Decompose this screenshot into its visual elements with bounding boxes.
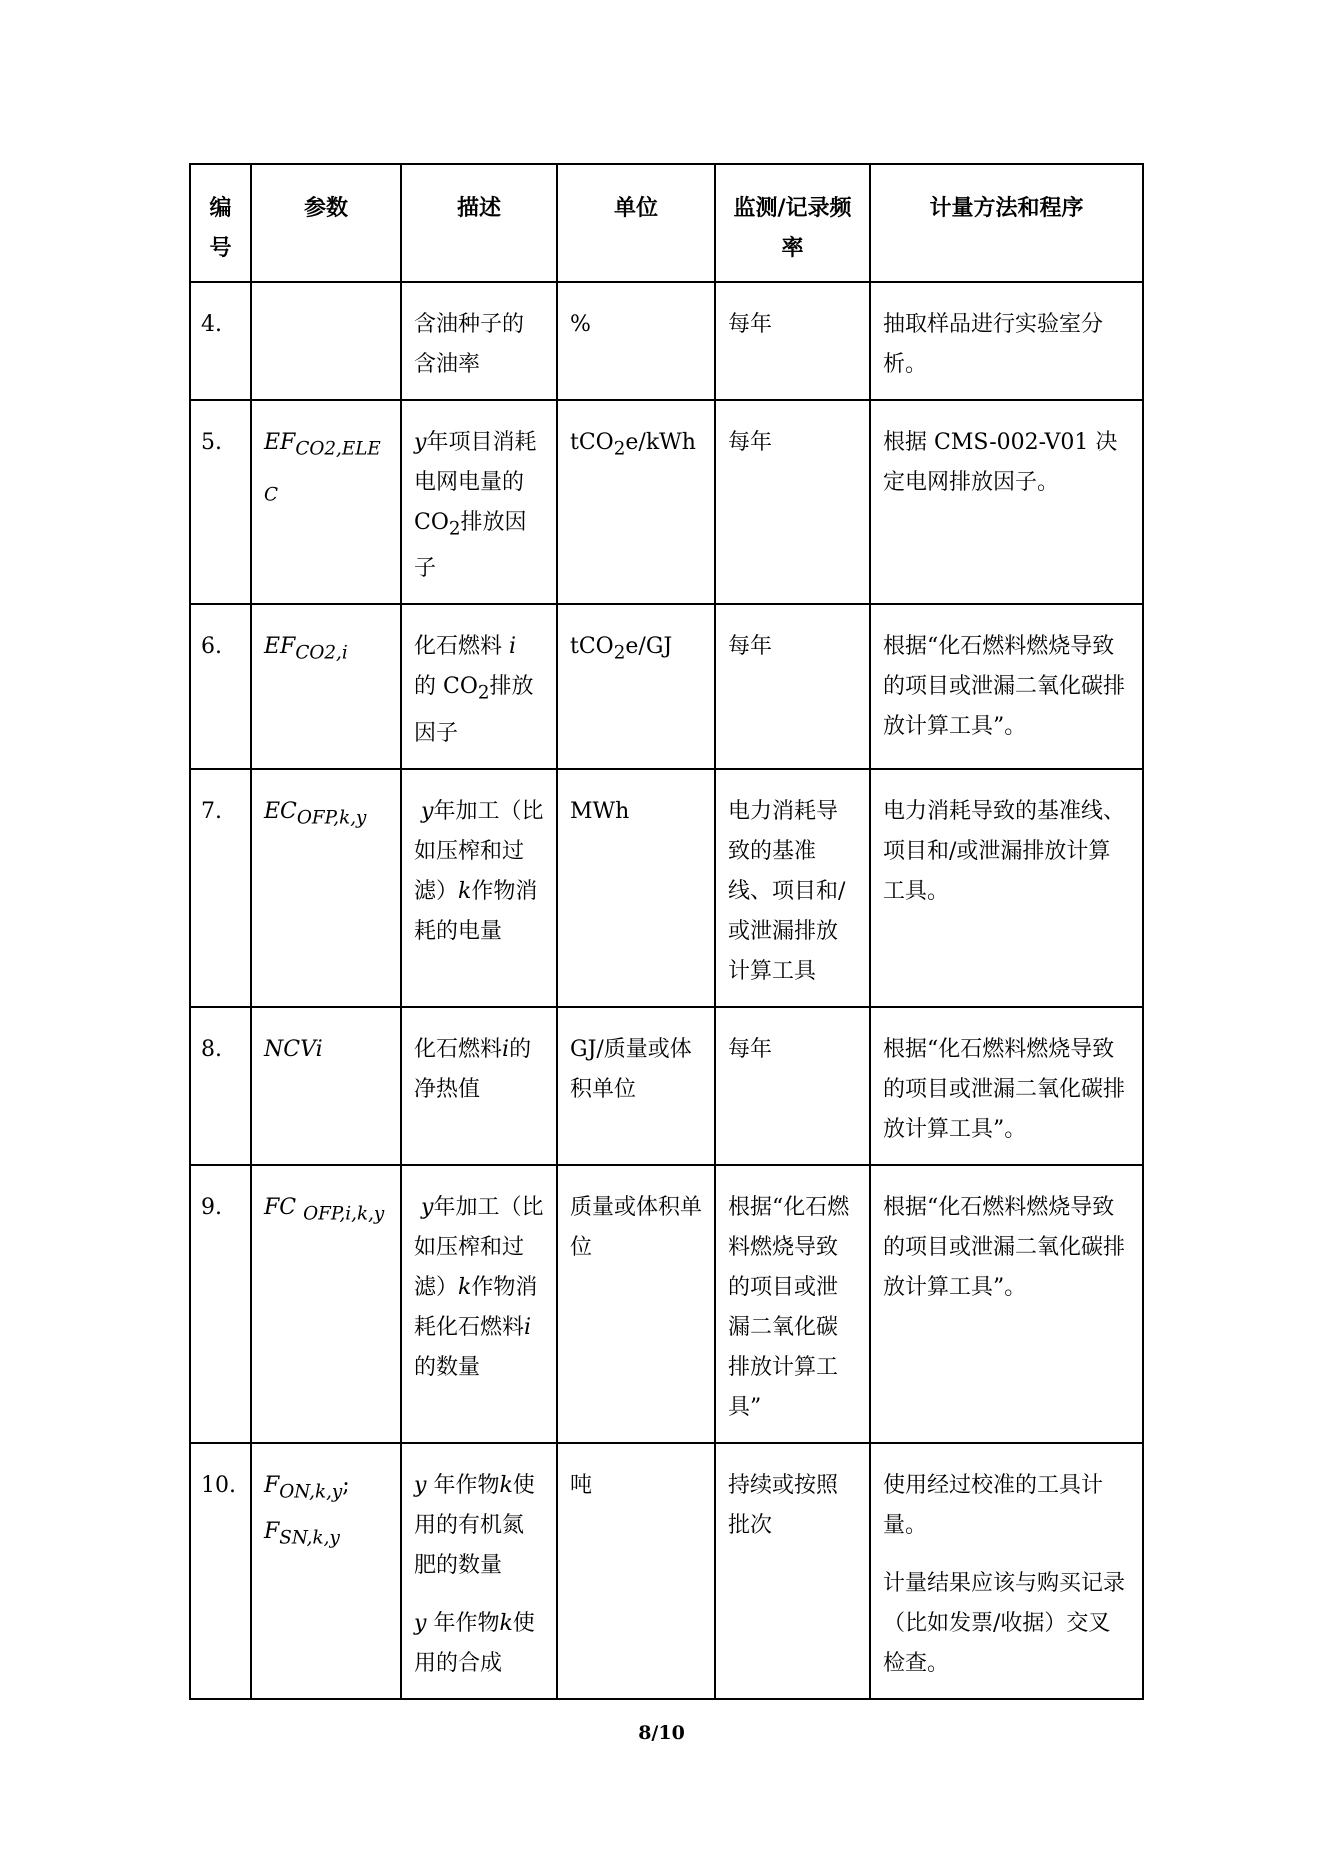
row-parameter [251,1007,401,1165]
parameter-subscript: ON,k,y [279,1481,343,1503]
header-frequency: 监测/记录频率 [715,164,870,282]
parameter-subscript: OFP,i,k,y [303,1203,385,1225]
row-unit: tCO$_2$e/GJ [557,604,715,768]
table-row [190,769,1143,1007]
row-frequency: 每年 [715,604,870,768]
row-description: 化石燃料 i 的 $CO_2$排放因子 [401,604,557,768]
row-unit: 质量或体积单位 [557,1165,715,1443]
table-header-row [190,164,1143,282]
row-number: 4. [190,282,251,400]
parameter-symbol: EC [264,798,297,824]
row-description: y年加工（比如压榨和过滤）k作物消耗化石燃料i的数量 [401,1165,557,1443]
page-number: 8/10 [638,1722,685,1744]
table-row [190,1007,1143,1165]
row-frequency: 每年 [715,400,870,604]
row-number: 5. [190,400,251,604]
row-method [870,1443,1143,1699]
parameter-symbol: F [264,1519,280,1545]
row-frequency: 每年 [715,282,870,400]
row-unit: 吨 [557,1443,715,1699]
row-description: y年项目消耗电网电量的 $CO_2$排放因子 [401,400,557,604]
parameter-symbol: NCVi [264,1036,323,1062]
description-paragraph: y 年作物k使用的有机氮肥的数量 [414,1472,535,1578]
table-row [190,604,1143,768]
row-description: 含油种子的含油率 [401,282,557,400]
header-unit: 单位 [557,164,715,282]
table-row [190,400,1143,604]
row-method: 根据“化石燃料燃烧导致的项目或泄漏二氧化碳排放计算工具”。 [870,604,1143,768]
parameter-symbol: FC [264,1194,297,1220]
parameter-subscript: CO2,ELEC [264,438,381,506]
method-paragraph: 使用经过校准的工具计量。 [883,1472,1104,1538]
monitoring-parameter-table [189,163,1144,1700]
description-paragraph: y 年作物k使用的合成 [414,1610,535,1676]
row-parameter: $F_{ON,k,y}$; $F_{SN,k,y}$ [251,1443,401,1699]
row-parameter [251,400,401,604]
parameter-symbol: EF [264,430,296,455]
table-row [190,1443,1143,1699]
table-row [190,1165,1143,1443]
row-frequency: 持续或按照批次 [715,1443,870,1699]
row-parameter [251,769,401,1007]
parameter-subscript: SN,k,y [279,1527,340,1549]
row-description [401,1443,557,1699]
header-number: 编号 [190,164,251,282]
row-parameter [251,1165,401,1443]
parameter-subscript: OFP,k,y [296,807,367,829]
row-number: 7. [190,769,251,1007]
row-number: 8. [190,1007,251,1165]
row-method: 抽取样品进行实验室分析。 [870,282,1143,400]
row-description: y年加工（比如压榨和过滤）k作物消耗的电量 [401,769,557,1007]
row-unit: % [557,282,715,400]
header-method: 计量方法和程序 [870,164,1143,282]
row-method: 根据 CMS-002-V01 决定电网排放因子。 [870,400,1143,604]
row-number: 10. [190,1443,251,1699]
row-frequency: 根据“化石燃料燃烧导致的项目或泄漏二氧化碳排放计算工具” [715,1165,870,1443]
row-method: 根据“化石燃料燃烧导致的项目或泄漏二氧化碳排放计算工具”。 [870,1165,1143,1443]
table-row [190,282,1143,400]
row-number: 6. [190,604,251,768]
parameter-symbol: F [264,1472,280,1498]
row-method: 根据“化石燃料燃烧导致的项目或泄漏二氧化碳排放计算工具”。 [870,1007,1143,1165]
method-paragraph: 计量结果应该与购买记录（比如发票/收据）交叉检查。 [883,1570,1126,1676]
parameter-symbol: EF [264,634,296,660]
row-method: 电力消耗导致的基准线、项目和/或泄漏排放计算工具。 [870,769,1143,1007]
row-number: 9. [190,1165,251,1443]
row-description: 化石燃料i的净热值 [401,1007,557,1165]
row-unit: GJ/质量或体积单位 [557,1007,715,1165]
row-frequency: 每年 [715,1007,870,1165]
row-unit: MWh [557,769,715,1007]
header-description: 描述 [401,164,557,282]
row-parameter [251,604,401,768]
parameter-subscript: CO2,i [295,642,348,664]
row-unit: tCO$_2$e/kWh [557,400,715,604]
header-parameter: 参数 [251,164,401,282]
row-parameter [251,282,401,400]
row-frequency: 电力消耗导致的基准线、项目和/或泄漏排放计算工具 [715,769,870,1007]
